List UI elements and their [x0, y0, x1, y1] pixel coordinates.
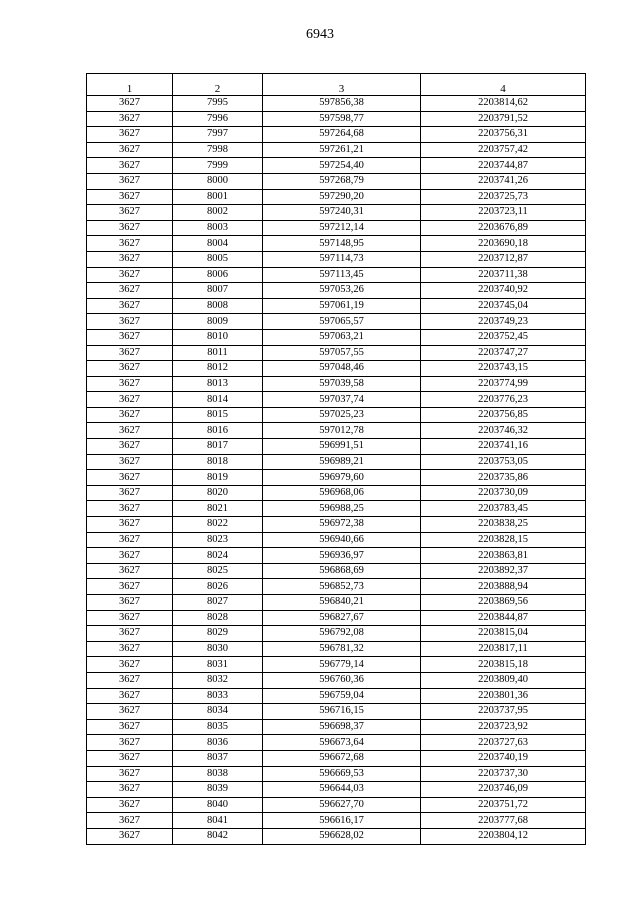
table-cell-col-2: 7998 — [173, 142, 263, 158]
table-cell-col-4: 2203743,15 — [421, 361, 586, 377]
table-cell-col-2: 8034 — [173, 704, 263, 720]
table-cell-col-2: 7996 — [173, 111, 263, 127]
table-cell-col-2: 8018 — [173, 454, 263, 470]
table-row — [87, 96, 586, 112]
table-cell-col-1: 3627 — [87, 220, 173, 236]
table-row — [87, 173, 586, 189]
table-cell-col-1: 3627 — [87, 672, 173, 688]
table-row — [87, 750, 586, 766]
table-row — [87, 220, 586, 236]
column-header-4: 4 — [421, 74, 586, 96]
table-cell-col-2: 8035 — [173, 719, 263, 735]
table-cell-col-1: 3627 — [87, 407, 173, 423]
table-cell-col-3: 597212,14 — [263, 220, 421, 236]
table-cell-col-3: 596991,51 — [263, 439, 421, 455]
table-cell-col-1: 3627 — [87, 142, 173, 158]
table-cell-col-2: 8021 — [173, 501, 263, 517]
table-cell-col-3: 596968,06 — [263, 485, 421, 501]
table-cell-col-4: 2203804,12 — [421, 828, 586, 844]
table-cell-col-4: 2203740,92 — [421, 283, 586, 299]
table-cell-col-3: 597856,38 — [263, 96, 421, 112]
table-cell-col-1: 3627 — [87, 205, 173, 221]
table-cell-col-1: 3627 — [87, 314, 173, 330]
table-body — [87, 96, 586, 845]
table-cell-col-1: 3627 — [87, 345, 173, 361]
table-row — [87, 782, 586, 798]
table-cell-col-2: 8019 — [173, 470, 263, 486]
table-cell-col-2: 8032 — [173, 672, 263, 688]
table-cell-col-1: 3627 — [87, 329, 173, 345]
table-row — [87, 595, 586, 611]
table-cell-col-2: 7995 — [173, 96, 263, 112]
table-cell-col-1: 3627 — [87, 517, 173, 533]
table-cell-col-1: 3627 — [87, 657, 173, 673]
table-cell-col-3: 596989,21 — [263, 454, 421, 470]
table-row — [87, 267, 586, 283]
table-cell-col-3: 597048,46 — [263, 361, 421, 377]
table-cell-col-2: 8031 — [173, 657, 263, 673]
table-cell-col-4: 2203746,09 — [421, 782, 586, 798]
table-cell-col-3: 596759,04 — [263, 688, 421, 704]
table-row — [87, 205, 586, 221]
table-cell-col-1: 3627 — [87, 704, 173, 720]
table-row — [87, 314, 586, 330]
table-row — [87, 517, 586, 533]
table-cell-col-3: 597290,20 — [263, 189, 421, 205]
table-cell-col-4: 2203809,40 — [421, 672, 586, 688]
table-cell-col-4: 2203745,04 — [421, 298, 586, 314]
table-cell-col-3: 596852,73 — [263, 579, 421, 595]
table-cell-col-2: 8037 — [173, 750, 263, 766]
table-header-row — [87, 74, 586, 96]
table-cell-col-4: 2203712,87 — [421, 251, 586, 267]
table-cell-col-3: 596673,64 — [263, 735, 421, 751]
table-cell-col-3: 597598,77 — [263, 111, 421, 127]
table-cell-col-2: 8025 — [173, 563, 263, 579]
table-cell-col-4: 2203757,42 — [421, 142, 586, 158]
table-row — [87, 454, 586, 470]
table-cell-col-4: 2203741,26 — [421, 173, 586, 189]
table-cell-col-3: 596644,03 — [263, 782, 421, 798]
table-cell-col-1: 3627 — [87, 485, 173, 501]
table-row — [87, 657, 586, 673]
table-cell-col-3: 596627,70 — [263, 797, 421, 813]
table-cell-col-2: 8030 — [173, 641, 263, 657]
table-cell-col-1: 3627 — [87, 626, 173, 642]
table-cell-col-3: 597268,79 — [263, 173, 421, 189]
table-cell-col-4: 2203783,45 — [421, 501, 586, 517]
table-row — [87, 251, 586, 267]
table-row — [87, 563, 586, 579]
table-row — [87, 189, 586, 205]
table-row — [87, 688, 586, 704]
table-cell-col-3: 597037,74 — [263, 392, 421, 408]
table-row — [87, 470, 586, 486]
table-cell-col-1: 3627 — [87, 283, 173, 299]
table-cell-col-2: 8029 — [173, 626, 263, 642]
table-cell-col-1: 3627 — [87, 735, 173, 751]
table-cell-col-3: 597113,45 — [263, 267, 421, 283]
table-cell-col-4: 2203774,99 — [421, 376, 586, 392]
table-cell-col-3: 596781,32 — [263, 641, 421, 657]
table-row — [87, 361, 586, 377]
table-cell-col-4: 2203723,11 — [421, 205, 586, 221]
table-cell-col-1: 3627 — [87, 376, 173, 392]
table-cell-col-2: 7999 — [173, 158, 263, 174]
table-cell-col-4: 2203817,11 — [421, 641, 586, 657]
table-cell-col-2: 8040 — [173, 797, 263, 813]
table-row — [87, 158, 586, 174]
table-cell-col-4: 2203727,63 — [421, 735, 586, 751]
table-cell-col-2: 8015 — [173, 407, 263, 423]
table-cell-col-4: 2203815,18 — [421, 657, 586, 673]
table-cell-col-2: 8009 — [173, 314, 263, 330]
table-cell-col-3: 596988,25 — [263, 501, 421, 517]
table-cell-col-4: 2203756,85 — [421, 407, 586, 423]
table-row — [87, 345, 586, 361]
column-header-3: 3 — [263, 74, 421, 96]
table-row — [87, 641, 586, 657]
table-cell-col-1: 3627 — [87, 236, 173, 252]
table-cell-col-2: 8039 — [173, 782, 263, 798]
table-cell-col-1: 3627 — [87, 158, 173, 174]
table-cell-col-1: 3627 — [87, 610, 173, 626]
table-row — [87, 766, 586, 782]
table-cell-col-2: 8010 — [173, 329, 263, 345]
table-cell-col-4: 2203892,37 — [421, 563, 586, 579]
table-cell-col-2: 8007 — [173, 283, 263, 299]
table-cell-col-3: 597012,78 — [263, 423, 421, 439]
table-cell-col-2: 8036 — [173, 735, 263, 751]
table-cell-col-3: 596940,66 — [263, 532, 421, 548]
table-cell-col-2: 8041 — [173, 813, 263, 829]
table-cell-col-3: 597025,23 — [263, 407, 421, 423]
table-row — [87, 127, 586, 143]
table-row — [87, 828, 586, 844]
table-cell-col-1: 3627 — [87, 423, 173, 439]
table-cell-col-4: 2203776,23 — [421, 392, 586, 408]
coordinates-table — [86, 73, 586, 845]
table-cell-col-3: 596716,15 — [263, 704, 421, 720]
table-cell-col-1: 3627 — [87, 298, 173, 314]
table-cell-col-4: 2203735,86 — [421, 470, 586, 486]
table-cell-col-4: 2203888,94 — [421, 579, 586, 595]
table-cell-col-1: 3627 — [87, 173, 173, 189]
table-cell-col-1: 3627 — [87, 532, 173, 548]
table-cell-col-4: 2203711,38 — [421, 267, 586, 283]
table-row — [87, 626, 586, 642]
table-cell-col-1: 3627 — [87, 548, 173, 564]
table-cell-col-4: 2203869,56 — [421, 595, 586, 611]
table-cell-col-4: 2203756,31 — [421, 127, 586, 143]
table-row — [87, 532, 586, 548]
table-row — [87, 704, 586, 720]
table-cell-col-1: 3627 — [87, 392, 173, 408]
table-cell-col-3: 596669,53 — [263, 766, 421, 782]
table-cell-col-4: 2203740,19 — [421, 750, 586, 766]
table-cell-col-3: 596868,69 — [263, 563, 421, 579]
table-cell-col-2: 8001 — [173, 189, 263, 205]
table-cell-col-1: 3627 — [87, 797, 173, 813]
table-cell-col-4: 2203730,09 — [421, 485, 586, 501]
table-row — [87, 610, 586, 626]
table-cell-col-2: 8006 — [173, 267, 263, 283]
table-cell-col-4: 2203801,36 — [421, 688, 586, 704]
table-cell-col-4: 2203791,52 — [421, 111, 586, 127]
table-cell-col-1: 3627 — [87, 96, 173, 112]
table-row — [87, 485, 586, 501]
table-cell-col-4: 2203815,04 — [421, 626, 586, 642]
table-cell-col-1: 3627 — [87, 454, 173, 470]
table-cell-col-2: 8042 — [173, 828, 263, 844]
table-cell-col-1: 3627 — [87, 361, 173, 377]
table-row — [87, 283, 586, 299]
table-cell-col-4: 2203838,25 — [421, 517, 586, 533]
table-cell-col-4: 2203777,68 — [421, 813, 586, 829]
table-row — [87, 672, 586, 688]
table-row — [87, 439, 586, 455]
table-cell-col-2: 8003 — [173, 220, 263, 236]
table-cell-col-4: 2203751,72 — [421, 797, 586, 813]
table-cell-col-3: 596628,02 — [263, 828, 421, 844]
table-cell-col-2: 8027 — [173, 595, 263, 611]
column-header-1: 1 — [87, 74, 173, 96]
table-cell-col-2: 8011 — [173, 345, 263, 361]
table-cell-col-1: 3627 — [87, 719, 173, 735]
table-row — [87, 813, 586, 829]
table-row — [87, 236, 586, 252]
table-cell-col-1: 3627 — [87, 267, 173, 283]
table-cell-col-2: 8038 — [173, 766, 263, 782]
table-cell-col-1: 3627 — [87, 501, 173, 517]
table-cell-col-4: 2203744,87 — [421, 158, 586, 174]
table-cell-col-1: 3627 — [87, 782, 173, 798]
table-row — [87, 423, 586, 439]
table-cell-col-4: 2203753,05 — [421, 454, 586, 470]
table-cell-col-3: 597264,68 — [263, 127, 421, 143]
table-cell-col-3: 596979,60 — [263, 470, 421, 486]
table-cell-col-3: 596779,14 — [263, 657, 421, 673]
table-cell-col-2: 8022 — [173, 517, 263, 533]
table-cell-col-1: 3627 — [87, 579, 173, 595]
table-cell-col-3: 597240,31 — [263, 205, 421, 221]
table-row — [87, 735, 586, 751]
table-row — [87, 329, 586, 345]
table-cell-col-2: 8028 — [173, 610, 263, 626]
table-cell-col-1: 3627 — [87, 189, 173, 205]
table-cell-col-2: 7997 — [173, 127, 263, 143]
table-cell-col-4: 2203863,81 — [421, 548, 586, 564]
table-cell-col-3: 596936,97 — [263, 548, 421, 564]
table-cell-col-1: 3627 — [87, 127, 173, 143]
table-cell-col-1: 3627 — [87, 750, 173, 766]
table-cell-col-3: 596827,67 — [263, 610, 421, 626]
table-cell-col-2: 8014 — [173, 392, 263, 408]
table-cell-col-4: 2203676,89 — [421, 220, 586, 236]
table-cell-col-3: 597148,95 — [263, 236, 421, 252]
table-cell-col-2: 8012 — [173, 361, 263, 377]
table-row — [87, 548, 586, 564]
table-cell-col-3: 597114,73 — [263, 251, 421, 267]
table-cell-col-4: 2203814,62 — [421, 96, 586, 112]
table-cell-col-2: 8005 — [173, 251, 263, 267]
table-cell-col-3: 596616,17 — [263, 813, 421, 829]
table-cell-col-4: 2203844,87 — [421, 610, 586, 626]
table-cell-col-2: 8004 — [173, 236, 263, 252]
table-cell-col-3: 597057,55 — [263, 345, 421, 361]
table-cell-col-2: 8000 — [173, 173, 263, 189]
table-cell-col-4: 2203690,18 — [421, 236, 586, 252]
table-cell-col-4: 2203737,30 — [421, 766, 586, 782]
table-cell-col-2: 8008 — [173, 298, 263, 314]
table-row — [87, 392, 586, 408]
table-cell-col-4: 2203737,95 — [421, 704, 586, 720]
table-row — [87, 797, 586, 813]
table-cell-col-3: 597261,21 — [263, 142, 421, 158]
table-cell-col-4: 2203725,73 — [421, 189, 586, 205]
table-row — [87, 142, 586, 158]
table-cell-col-2: 8024 — [173, 548, 263, 564]
table-cell-col-3: 597065,57 — [263, 314, 421, 330]
table-cell-col-1: 3627 — [87, 766, 173, 782]
table-cell-col-3: 597063,21 — [263, 329, 421, 345]
table-cell-col-3: 596792,08 — [263, 626, 421, 642]
table-cell-col-3: 596840,21 — [263, 595, 421, 611]
table-cell-col-3: 597254,40 — [263, 158, 421, 174]
table-cell-col-3: 596760,36 — [263, 672, 421, 688]
table-cell-col-3: 597039,58 — [263, 376, 421, 392]
table-row — [87, 111, 586, 127]
table-cell-col-3: 597061,19 — [263, 298, 421, 314]
table-cell-col-2: 8013 — [173, 376, 263, 392]
table-cell-col-3: 596972,38 — [263, 517, 421, 533]
table-cell-col-4: 2203752,45 — [421, 329, 586, 345]
table-cell-col-2: 8020 — [173, 485, 263, 501]
table-cell-col-1: 3627 — [87, 111, 173, 127]
table-cell-col-4: 2203746,32 — [421, 423, 586, 439]
table-row — [87, 579, 586, 595]
table-cell-col-3: 596672,68 — [263, 750, 421, 766]
table-cell-col-4: 2203747,27 — [421, 345, 586, 361]
table-cell-col-2: 8016 — [173, 423, 263, 439]
table-cell-col-2: 8023 — [173, 532, 263, 548]
table-cell-col-1: 3627 — [87, 595, 173, 611]
table-cell-col-4: 2203749,23 — [421, 314, 586, 330]
table-cell-col-3: 596698,37 — [263, 719, 421, 735]
table-cell-col-1: 3627 — [87, 813, 173, 829]
column-header-2: 2 — [173, 74, 263, 96]
table-cell-col-4: 2203723,92 — [421, 719, 586, 735]
table-cell-col-2: 8026 — [173, 579, 263, 595]
table-cell-col-1: 3627 — [87, 251, 173, 267]
table-row — [87, 298, 586, 314]
table-cell-col-4: 2203741,16 — [421, 439, 586, 455]
table-cell-col-4: 2203828,15 — [421, 532, 586, 548]
table-cell-col-1: 3627 — [87, 688, 173, 704]
table-row — [87, 501, 586, 517]
table-cell-col-3: 597053,26 — [263, 283, 421, 299]
page-number: 6943 — [306, 27, 334, 42]
table-row — [87, 719, 586, 735]
table-row — [87, 407, 586, 423]
table-cell-col-1: 3627 — [87, 439, 173, 455]
table-cell-col-2: 8017 — [173, 439, 263, 455]
table-row — [87, 376, 586, 392]
table-cell-col-1: 3627 — [87, 828, 173, 844]
table-cell-col-1: 3627 — [87, 563, 173, 579]
table-cell-col-2: 8002 — [173, 205, 263, 221]
table-cell-col-2: 8033 — [173, 688, 263, 704]
table-cell-col-1: 3627 — [87, 470, 173, 486]
table-cell-col-1: 3627 — [87, 641, 173, 657]
